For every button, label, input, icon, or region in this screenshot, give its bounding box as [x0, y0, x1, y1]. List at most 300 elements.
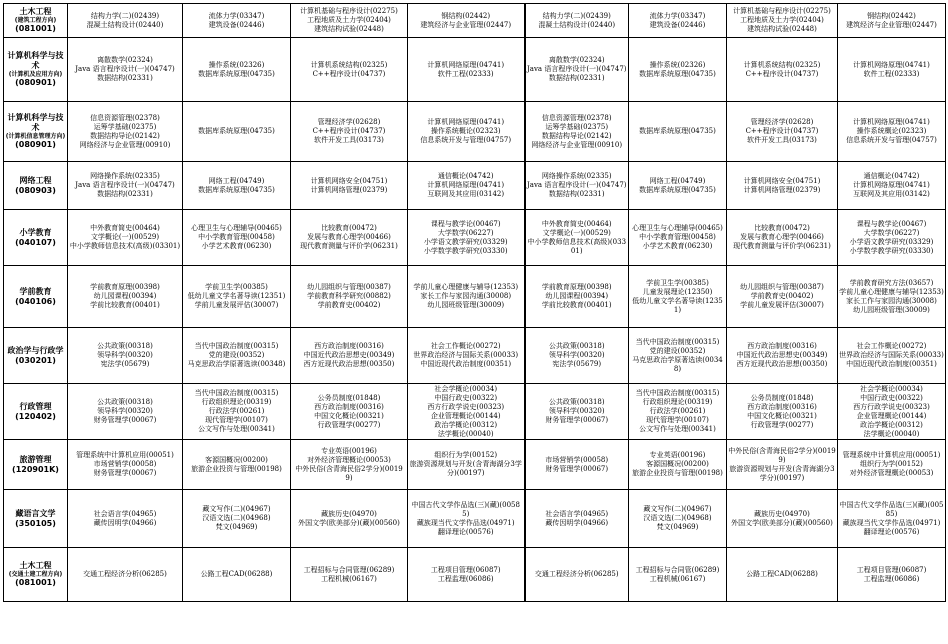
course-line: Java 语言程序设计(一)(04747) [526, 65, 627, 73]
course-line: 数据库系统原理(04735) [198, 127, 275, 135]
course-cell [727, 4, 838, 38]
course-line: 大学数学(06227) [437, 228, 494, 237]
major-code: (120901K) [12, 464, 59, 474]
course-line: 软件工程(02333) [437, 69, 494, 78]
course-cell [838, 210, 946, 266]
course-cell [525, 384, 629, 440]
course-line: 建筑经济与企业管理(02447) [846, 20, 937, 29]
course-line: 计算机网络安全(04751) [310, 176, 388, 185]
course-line: 当代中国政治制度(00315) [194, 342, 279, 350]
schedule-row [4, 548, 946, 602]
course-line: 管理系统中计算机应用(00051) [842, 451, 941, 459]
course-line: 计算机网络原理(04741) [853, 118, 930, 126]
major-cell [4, 162, 68, 210]
major-cell [4, 210, 68, 266]
course-line: 小学艺术教育(06230) [201, 242, 272, 250]
course-cell [629, 490, 727, 548]
course-cell [183, 38, 291, 102]
major-cell [4, 266, 68, 328]
major-direction: (交通土建工程方向) [8, 571, 63, 578]
major-name: 藏语言文学 [15, 508, 56, 518]
course-cell [68, 328, 183, 384]
course-cell [68, 4, 183, 38]
course-line: 中国行政史(00322) [434, 393, 498, 402]
course-cell [183, 384, 291, 440]
course-line: 公共政策(00318) [548, 342, 605, 350]
major-name: 学前教育 [19, 286, 52, 296]
course-line: 中外民俗(含青海民俗2学分)(00199) [728, 446, 836, 464]
course-line: 中国近代政治思想史(00349) [303, 351, 395, 359]
major-cell [4, 384, 68, 440]
course-line: 运筹学基础(02375) [545, 122, 609, 131]
course-line: 数据结构导论(02142) [541, 131, 612, 140]
course-line: 对外经济管理概论(00053) [849, 469, 934, 477]
course-line: 学前教育原理(00398) [541, 283, 612, 291]
schedule-row [4, 38, 946, 102]
course-line: 运筹学基础(02375) [93, 122, 157, 131]
course-line: 计算机基础与程序设计(02275) [300, 7, 398, 15]
schedule-row [4, 210, 946, 266]
course-line: 梵文(04969) [215, 523, 258, 531]
major-code: (040107) [15, 237, 56, 247]
course-cell [68, 384, 183, 440]
major-cell [4, 328, 68, 384]
course-line: 幼儿园班级管理(30009) [853, 305, 930, 314]
course-cell [727, 210, 838, 266]
course-line: 计算机系统结构(02325) [310, 60, 388, 69]
course-line: 文学概论(一)(00529) [542, 228, 611, 237]
course-cell [68, 162, 183, 210]
course-line: 中国古代文学作品选(三)(藏)(00585) [411, 500, 520, 518]
course-cell [525, 328, 629, 384]
course-line: 学前卫生学(00385) [205, 283, 268, 291]
course-line: 混凝土结构设计(02440) [86, 20, 164, 29]
major-code: (350105) [15, 518, 56, 528]
course-line: 西方政治制度(00316) [747, 342, 817, 350]
course-line: 领导科学(00320) [548, 351, 605, 359]
course-line: 专业英语(00196) [649, 451, 706, 459]
course-cell [629, 4, 727, 38]
course-cell [183, 548, 291, 602]
schedule-row [4, 4, 946, 38]
course-line: 领导科学(00320) [548, 407, 605, 415]
course-line: 计算机网络原理(04741) [427, 118, 505, 126]
course-cell [183, 266, 291, 328]
course-line: C++程序设计(04737) [745, 69, 819, 78]
schedule-row [4, 162, 946, 210]
course-line: 数据库系统原理(04735) [639, 185, 716, 194]
course-cell [68, 102, 183, 162]
course-line: 中国近现代政治制度(00351) [846, 360, 937, 368]
course-cell [838, 102, 946, 162]
course-line: 数据库系统原理(04735) [198, 185, 275, 194]
course-line: 计算机系统结构(02325) [743, 60, 821, 69]
course-cell [525, 102, 629, 162]
course-line: 专业英语(00196) [321, 446, 377, 455]
course-line: 建筑经济与企业管理(02447) [420, 20, 512, 29]
course-line: 结构力学(二)(02439) [542, 11, 611, 20]
course-line: 当代中国政治制度(00315) [635, 337, 720, 346]
course-line: 领导科学(00320) [97, 407, 153, 415]
course-line: 马克思政治学原著选读(00348) [632, 355, 723, 373]
course-line: 中国文化概论(00321) [314, 411, 384, 420]
course-line: 西方政治制度(00316) [314, 342, 384, 350]
course-cell [525, 490, 629, 548]
course-line: 建筑结构试验(02448) [314, 25, 384, 33]
course-line: 离散数学(02324) [97, 56, 153, 64]
course-cell [408, 384, 525, 440]
major-cell [4, 102, 68, 162]
course-cell [408, 548, 525, 602]
course-line: 藏族现当代文学作品选(04971) [842, 518, 941, 527]
major-direction: (计算机及应用方向) [8, 71, 63, 78]
course-line: 计算机网络管理(02379) [743, 185, 821, 194]
schedule-row [4, 490, 946, 548]
course-cell [183, 440, 291, 490]
course-line: 交通工程经济分析(06285) [83, 570, 167, 578]
course-line: 互联网及其应用(03142) [427, 190, 505, 198]
course-line: 世界政治经济与国际关系(00033) [413, 351, 519, 359]
course-cell [838, 440, 946, 490]
course-line: 学前比较教育(00401) [541, 301, 612, 309]
schedule-row [4, 384, 946, 440]
course-line: 幼儿园组织与管理(00387) [307, 283, 391, 291]
course-line: 家长工作与家园沟通(30008) [420, 292, 512, 300]
course-line: 小学语文教学研究(03329) [849, 237, 934, 246]
course-line: 公务员制度(01848) [317, 393, 381, 402]
course-cell [838, 266, 946, 328]
course-line: 财务管理学(00067) [545, 464, 609, 473]
course-line: 现代教育测量与评价学(06231) [733, 242, 831, 250]
course-line: 流体力学(03347) [649, 11, 706, 20]
course-line: 法学概论(00040) [437, 429, 494, 438]
course-line: 市场营销学(00058) [545, 455, 609, 464]
course-line: 组织行为学(00152) [860, 460, 923, 468]
course-line: 学前教育原理(00398) [90, 283, 160, 291]
course-line: 数据库系统原理(04735) [639, 69, 716, 78]
course-line: 公文写作与处理(00341) [639, 425, 716, 433]
course-cell [291, 102, 408, 162]
course-line: Java 语言程序设计(一)(04747) [75, 65, 175, 73]
course-line: 计算机网络安全(04751) [743, 176, 821, 185]
course-line: 低幼儿童文学名著导读(12351) [187, 292, 286, 300]
course-cell [68, 266, 183, 328]
course-cell [183, 102, 291, 162]
course-cell [727, 328, 838, 384]
course-cell [727, 384, 838, 440]
course-line: 信息系统开发与管理(04757) [846, 136, 937, 144]
course-line: 软件开发工具(03173) [747, 136, 817, 144]
course-cell [525, 440, 629, 490]
course-line: 党的建设(00352) [208, 351, 265, 359]
course-line: 网络操作系统(02335) [90, 172, 160, 180]
course-line: 幼儿园班级管理(30009) [427, 301, 505, 309]
course-line: 数据结构(02331) [548, 190, 605, 198]
course-line: 藏传因明学(04966) [545, 518, 609, 527]
major-cell [4, 490, 68, 548]
schedule-row [4, 328, 946, 384]
course-cell [183, 162, 291, 210]
course-cell [291, 210, 408, 266]
course-line: 宪法学(05679) [552, 360, 602, 368]
course-line: 西方近现代政治思想(00350) [303, 360, 395, 368]
course-cell [408, 440, 525, 490]
course-line: 政治学概论(00312) [860, 420, 923, 429]
course-cell [408, 162, 525, 210]
major-cell [4, 440, 68, 490]
course-cell [291, 440, 408, 490]
course-line: 工程监理(06086) [437, 574, 494, 583]
course-line: 发展与教育心理学(00466) [307, 233, 391, 241]
course-line: 藏文写作(二)(04967) [202, 505, 271, 513]
major-code: (040106) [15, 296, 56, 306]
course-line: 学前儿童心理健康与辅导(12353) [839, 287, 944, 296]
major-direction: (计算机信息管理方向) [5, 133, 66, 140]
course-line: 数据结构(02331) [548, 74, 605, 82]
course-line: 社会语言学(04965) [93, 509, 157, 518]
course-cell [727, 102, 838, 162]
major-code: (080901) [15, 78, 56, 87]
course-line: 钢结构(02442) [441, 11, 491, 20]
course-line: 文学概论(一)(00529) [90, 233, 160, 241]
course-cell [629, 384, 727, 440]
course-line: 政治学概论(00312) [434, 420, 498, 429]
major-code: (081001) [15, 24, 56, 33]
course-line: 软件工程(02333) [863, 69, 920, 78]
course-line: 行政管理学(00277) [317, 420, 381, 429]
course-line: 大学数学(06227) [863, 228, 920, 237]
major-cell [4, 38, 68, 102]
major-name: 行政管理 [19, 401, 52, 411]
course-cell [525, 4, 629, 38]
course-line: 信息资源管理(02378) [541, 113, 612, 122]
course-line: 旅游资源规划与开发(含青海湖分3学分)(00197) [409, 460, 522, 477]
course-cell [183, 210, 291, 266]
course-line: 家长工作与家园沟通(30008) [846, 296, 937, 305]
course-line: 学前儿童心理健康与辅导(12353) [413, 283, 519, 291]
course-line: 心理卫生与心理辅导(00465) [632, 224, 723, 232]
course-line: 小学语文教学研究(03329) [423, 237, 508, 246]
schedule-row [4, 102, 946, 162]
course-line: 藏族历史(04970) [754, 509, 810, 518]
major-name: 政治学与行政学 [7, 345, 64, 355]
course-line: 离散数学(02324) [548, 56, 605, 64]
course-line: 翻译理论(00576) [863, 527, 920, 536]
course-line: 信息资源管理(02378) [90, 113, 160, 122]
course-line: 通信概论(04742) [437, 172, 494, 180]
course-line: 宪法学(05679) [100, 360, 150, 368]
course-cell [408, 4, 525, 38]
course-line: 数据库系统原理(04735) [639, 127, 716, 135]
course-cell [727, 490, 838, 548]
course-line: 西方行政学说史(00323) [853, 402, 930, 411]
course-line: 学前教育研究方法(03657) [849, 278, 934, 287]
course-line: 工程地质及土力学(02404) [307, 16, 391, 24]
course-line: 小学数学教学研究(03330) [849, 246, 934, 255]
course-line: 工程项目管理(06087) [430, 565, 501, 574]
course-line: 客源国概况(00200) [646, 460, 709, 468]
schedule-row [4, 266, 946, 328]
course-line: 外国文学(欧美部分)(藏)(00560) [298, 518, 400, 527]
course-cell [291, 162, 408, 210]
course-line: 幼儿园课程(00394) [93, 292, 157, 300]
course-line: 财务管理学(00067) [93, 416, 157, 424]
course-line: 公共政策(00318) [548, 398, 605, 406]
course-line: 中小学教育管理(00458) [198, 233, 275, 241]
course-cell [838, 4, 946, 38]
course-cell [727, 440, 838, 490]
course-cell [183, 4, 291, 38]
course-line: 数据结构(02331) [97, 74, 153, 82]
course-cell [629, 548, 727, 602]
course-line: 学前比较教育(00401) [90, 301, 160, 309]
course-line: 翻译理论(00576) [437, 527, 494, 536]
course-line: 现代管理学(00107) [646, 416, 709, 424]
major-cell [4, 4, 68, 38]
course-line: 儿童发展理论(12350) [642, 287, 713, 296]
course-line: 社会学概论(00034) [434, 384, 498, 393]
course-line: 工程机械(06167) [321, 574, 377, 583]
course-cell [727, 548, 838, 602]
course-cell [408, 266, 525, 328]
course-cell [525, 548, 629, 602]
course-line: 结构力学(二)(02439) [90, 11, 160, 20]
course-line: 梵文(04969) [656, 523, 699, 531]
course-cell [838, 548, 946, 602]
course-line: 马克思政治学原著选读(00348) [187, 360, 286, 368]
course-line: 建筑设备(02446) [649, 20, 706, 29]
course-line: 建筑结构试验(02448) [747, 25, 817, 33]
course-line: 工程监理(06086) [863, 574, 920, 583]
course-line: 课程与教学论(00467) [430, 219, 501, 228]
course-line: 中小学教师信息技术(高级)(03301) [527, 237, 627, 255]
course-line: 管理系统中计算机应用(00051) [76, 451, 174, 459]
course-cell [727, 266, 838, 328]
major-name: 土木工程 [19, 561, 52, 570]
course-line: 心理卫生与心理辅导(00465) [191, 224, 282, 232]
course-line: 公共政策(00318) [97, 398, 153, 406]
course-cell [838, 38, 946, 102]
course-line: 行政法学(00261) [649, 407, 706, 415]
major-name: 旅游管理 [19, 454, 52, 464]
course-cell [629, 210, 727, 266]
course-cell [68, 210, 183, 266]
course-line: 学前儿童发展评估(30007) [740, 301, 824, 309]
course-cell [838, 162, 946, 210]
course-line: 行政管理学(00277) [750, 420, 814, 429]
course-line: 社会工作概论(00272) [430, 342, 501, 350]
course-line: 西方政治制度(00316) [314, 402, 384, 411]
course-line: 混凝土结构设计(02440) [538, 20, 616, 29]
course-line: 学前教育科学研究(00882) [307, 292, 391, 300]
course-line: 工程地质及土力学(02404) [740, 16, 824, 24]
course-line: 学前教育史(00402) [317, 301, 381, 309]
course-line: 流体力学(03347) [208, 11, 265, 20]
course-line: 钢结构(02442) [867, 11, 916, 20]
course-line: 社会语言学(04965) [545, 509, 609, 518]
course-line: 管理经济学(02628) [317, 118, 381, 126]
course-line: 财务管理学(00067) [93, 469, 157, 477]
course-line: 中国文化概论(00321) [747, 411, 817, 420]
course-line: 网络工程(04749) [649, 176, 706, 185]
course-line: 世界政治经济与国际关系(00033) [839, 351, 944, 359]
course-line: 公共政策(00318) [97, 342, 153, 350]
course-line: 小学数学教学研究(03330) [423, 246, 508, 255]
course-line: 操作系统概论(02323) [856, 127, 927, 135]
course-line: 中国近现代政治制度(00351) [420, 360, 512, 368]
course-line: 公路工程CAD(06288) [746, 570, 818, 578]
course-line: 比较教育(00472) [754, 224, 810, 232]
major-code: (030201) [15, 355, 56, 365]
exam-schedule-sheet [3, 3, 946, 602]
course-line: 工程招标与合同管理(06289) [303, 565, 395, 574]
course-cell [291, 38, 408, 102]
course-cell [525, 38, 629, 102]
course-line: 发展与教育心理学(00466) [740, 233, 824, 241]
course-line: 中国近代政治思想史(00349) [736, 351, 828, 359]
major-name: 计算机科学与技术 [7, 113, 64, 132]
course-cell [291, 548, 408, 602]
course-line: 数据库系统原理(04735) [198, 69, 275, 78]
course-cell [68, 490, 183, 548]
major-cell [4, 548, 68, 602]
course-line: 建筑设备(02446) [208, 20, 265, 29]
course-line: 西方行政学说史(00323) [427, 402, 505, 411]
course-cell [838, 384, 946, 440]
course-cell [629, 38, 727, 102]
course-line: 工程机械(06167) [649, 574, 706, 583]
course-cell [68, 38, 183, 102]
course-cell [408, 38, 525, 102]
course-line: 企业管理概论(00144) [856, 411, 927, 420]
course-cell [291, 490, 408, 548]
major-name: 土木工程 [19, 7, 52, 16]
course-line: C++程序设计(04737) [312, 127, 386, 135]
schedule-row [4, 440, 946, 490]
course-line: 学前卫生学(00385) [646, 278, 709, 287]
course-line: 现代管理学(00107) [205, 416, 268, 424]
course-line: 旅游企业投资与管理(00198) [191, 464, 282, 473]
course-line: 公文写作与处理(00341) [198, 425, 275, 433]
course-line: 数据结构(02331) [97, 190, 153, 198]
major-code: (120402) [15, 411, 56, 421]
course-line: 对外经济管理概论(00053) [307, 455, 391, 464]
course-line: 客源国概况(00200) [205, 455, 268, 464]
course-line: 组织行为学(00152) [434, 451, 498, 459]
course-line: 汉语文选(二)(04968) [202, 514, 271, 522]
course-cell [727, 38, 838, 102]
course-line: 网络工程(04749) [208, 176, 265, 185]
course-cell [408, 102, 525, 162]
course-line: 财务管理学(00067) [545, 416, 609, 424]
course-cell [183, 328, 291, 384]
course-line: 工程招标与合同管(06289) [635, 565, 720, 574]
course-line: 通信概论(04742) [863, 172, 920, 180]
course-line: 社会工作概论(00272) [856, 342, 927, 350]
course-line: 数据结构导论(02142) [90, 131, 160, 140]
major-code: (080903) [15, 185, 56, 195]
course-cell [629, 328, 727, 384]
course-cell [629, 162, 727, 210]
course-line: 计算机网络原理(04741) [427, 60, 505, 69]
course-line: 藏文写作(二)(04967) [643, 505, 712, 513]
course-line: 课程与教学论(00467) [856, 219, 927, 228]
course-line: 中小学教师信息技术(高级)(03301) [69, 242, 181, 250]
course-cell [291, 384, 408, 440]
major-direction: (建筑工程方向) [14, 17, 57, 24]
course-cell [408, 490, 525, 548]
course-line: 管理经济学(02628) [750, 118, 814, 126]
